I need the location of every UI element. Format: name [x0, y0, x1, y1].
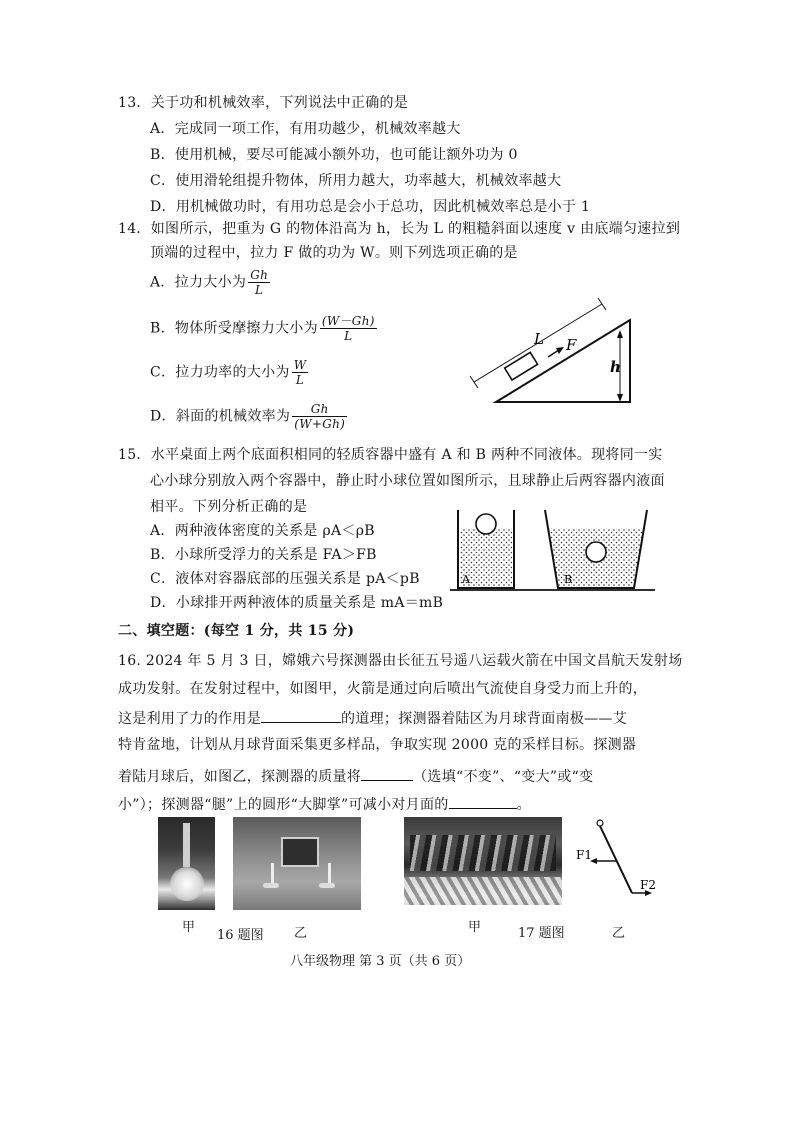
lander-foot-right: [319, 883, 335, 888]
fraction-numerator: W: [293, 358, 307, 372]
caption-fig-17: 17 题图: [518, 926, 565, 941]
rowers: [410, 835, 556, 871]
label-L: L: [534, 330, 544, 348]
caption-yi-16: 乙: [294, 926, 308, 941]
label-F1: F1: [576, 848, 592, 862]
block-on-incline: [505, 352, 538, 380]
paddle-line: [600, 826, 632, 893]
q13-option-a: A．完成同一项工作，有用功越少，机械效率越大: [150, 121, 461, 137]
q15-stem-line1: 15．水平桌面上两个底面积相同的轻质容器中盛有 A 和 B 两种不同液体。现将同一实: [118, 447, 663, 463]
q16-line5: [118, 766, 593, 786]
q16-line6-text-a: 小”）；探测器“腿”上的圆形“大脚掌”可减小对月面的: [118, 797, 449, 813]
q13-option-c: C．使用滑轮组提升物体，所用力越大，功率越大，机械效率越大: [150, 173, 562, 189]
q16-blank-2[interactable]: [361, 766, 413, 781]
q13-option-b: B．使用机械，要尽可能减小额外功，也可能让额外功为 0: [150, 147, 518, 163]
q14-option-c-fraction: [292, 358, 309, 387]
fraction-numerator: (W－Gh): [321, 314, 375, 328]
q16-line5-text-a: 着陆月球后，如图乙，探测器的质量将: [118, 769, 362, 785]
caption-yi-17: 乙: [612, 926, 626, 941]
height-arrow-top: [617, 330, 623, 338]
q15-option-d: D．小球排开两种液体的质量关系是 mA＝mB: [150, 595, 444, 611]
q13-stem: 13．关于功和机械效率，下列说法中正确的是: [118, 95, 409, 111]
fraction-denominator: L: [344, 329, 353, 343]
q15-option-b: B．小球所受浮力的关系是 FA＞FB: [150, 547, 377, 563]
rocket-exhaust: [170, 867, 204, 901]
length-tick-right: [598, 298, 606, 310]
label-F: F: [566, 336, 577, 354]
q14-option-b-text: B．物体所受摩擦力大小为: [150, 320, 318, 337]
rocket-launch-photo: [158, 817, 215, 910]
q14-option-a-text: A．拉力大小为: [150, 274, 247, 291]
ball-a: [476, 514, 496, 534]
lander-on-moon-photo: [233, 817, 361, 910]
water-splash: [404, 877, 562, 905]
ball-b: [586, 542, 606, 562]
q14-option-c-text: C．拉力功率的大小为: [150, 364, 290, 381]
q14-stem-line1: 14．如图所示，把重为 G 的物体沿高为 h，长为 L 的粗糙斜面以速度 v 由底端匀速拉到: [118, 221, 681, 237]
fraction-numerator: Gh: [250, 268, 269, 282]
caption-jia-16: 甲: [182, 920, 196, 935]
label-h: h: [610, 358, 621, 376]
q16-line3: [118, 708, 627, 728]
incline-diagram: [460, 290, 650, 410]
section-heading: 二、填空题：(每空 1 分，共 15 分): [118, 623, 355, 639]
length-tick-left: [470, 376, 478, 388]
fraction-denominator: L: [295, 373, 305, 387]
height-arrow-bottom: [617, 394, 623, 402]
fraction-denominator: (W+Gh): [294, 417, 346, 431]
q16-line6: [118, 794, 531, 814]
q14-option-d-fraction: [292, 402, 347, 431]
pivot-point: [597, 820, 603, 826]
q14-stem-line2: 顶端的过程中，拉力 F 做的功为 W。则下列选项正确的是: [150, 245, 518, 261]
q15-stem-line3: 相平。下列分析正确的是: [150, 499, 308, 515]
q14-option-c: [150, 358, 308, 387]
rocket-body: [183, 823, 190, 867]
q16-line6-text-b: 。: [516, 797, 531, 813]
containers-diagram: [450, 506, 660, 594]
lander-foot-left: [263, 883, 279, 888]
q14-option-a: [150, 268, 270, 297]
q14-option-d: [150, 402, 347, 431]
q13-option-d: D．用机械做功时，有用功总是会小于总功，因此机械效率总是小于 1: [150, 199, 591, 215]
q14-option-b: [150, 314, 377, 343]
label-container-b: B: [564, 573, 573, 586]
q16-line2: 成功发射。在发射过程中，如图甲，火箭是通过向后喷出气流使自身受力而上升的，: [118, 681, 648, 697]
q16-line3-text-b: 的道理；探测器着陆区为月球背面南极——艾: [341, 711, 627, 727]
q16-line1: 16. 2024 年 5 月 3 日，嫦娥六号探测器由长征五号遥八运载火箭在中国文昌航天发射场: [118, 653, 683, 669]
fraction-denominator: L: [255, 283, 264, 297]
dragon-boat-photo: [404, 817, 562, 905]
q15-option-c: C．液体对容器底部的压强关系是 pA＜pB: [150, 571, 420, 587]
fraction-numerator: Gh: [292, 402, 347, 417]
lander-legs: [271, 863, 331, 885]
q14-option-b-fraction: [320, 314, 377, 343]
label-F2: F2: [640, 878, 656, 892]
label-container-a: A: [462, 573, 470, 586]
page-footer: 八年级物理 第 3 页（共 6 页）: [290, 954, 471, 969]
q16-line5-text-b: （选填“不变”、“变大”或“变: [413, 769, 594, 785]
q14-option-d-text: D．斜面的机械效率为: [150, 408, 291, 425]
caption-fig-16: 16 题图: [217, 928, 264, 943]
q14-option-a-fraction: [248, 268, 270, 297]
q16-line3-text-a: 这是利用了力的作用是: [118, 711, 261, 727]
q16-blank-3[interactable]: [449, 794, 517, 809]
q16-blank-1[interactable]: [261, 708, 341, 723]
caption-jia-17: 甲: [468, 920, 482, 935]
q15-stem-line2: 心小球分别放入两个容器中，静止时小球位置如图所示，且球静止后两容器内液面: [150, 473, 665, 489]
q15-option-a: A．两种液体密度的关系是 ρA＜ρB: [150, 523, 375, 539]
q16-line4: 特肯盆地，计划从月球背面采集更多样品，争取实现 2000 克的采样目标。探测器: [118, 737, 637, 753]
paddle-force-diagram: [570, 815, 660, 907]
